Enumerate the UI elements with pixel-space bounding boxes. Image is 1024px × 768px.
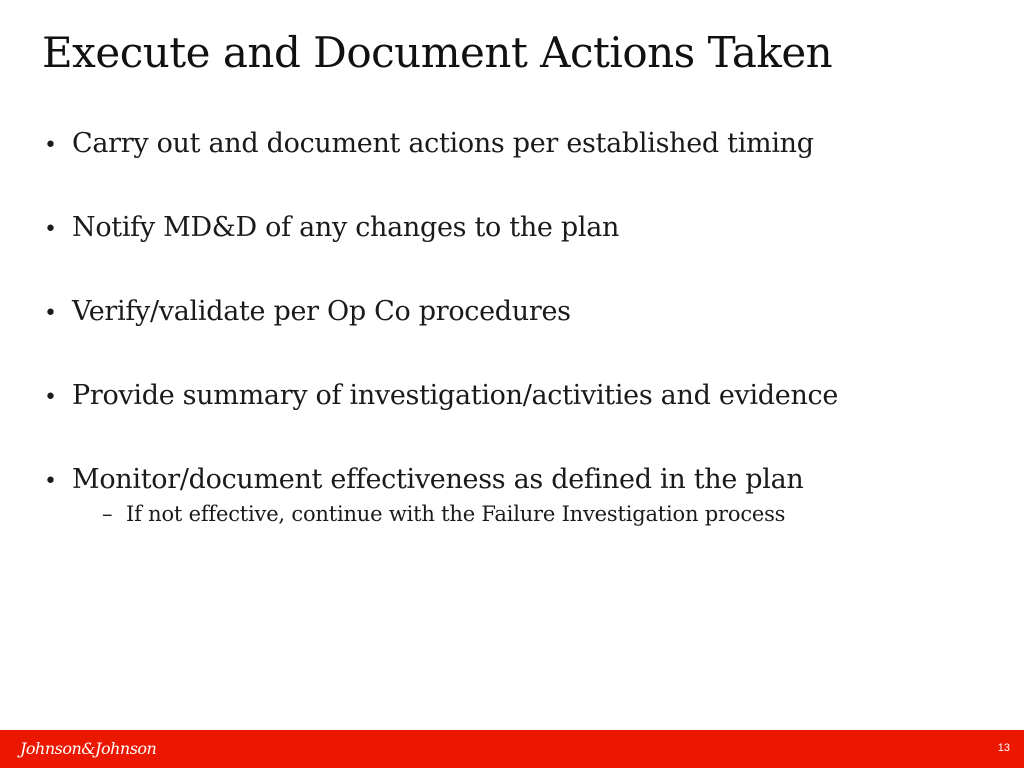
bullet-text: Provide summary of investigation/activities and evidence — [72, 380, 839, 411]
bullet-list — [44, 126, 1004, 528]
bullet-marker: • — [44, 133, 57, 158]
bullet-text: Carry out and document actions per established timing — [72, 128, 814, 159]
company-logo: Johnson&Johnson — [20, 739, 157, 758]
bullet-marker: • — [44, 301, 57, 326]
bullet-marker: • — [44, 385, 57, 410]
bullet-item — [44, 210, 1004, 248]
bullet-item — [44, 378, 1004, 416]
bullet-item — [44, 462, 1004, 500]
sub-bullet-item — [102, 500, 1004, 528]
bullet-marker: • — [44, 469, 57, 494]
slide-title: Execute and Document Actions Taken — [42, 28, 833, 77]
bullet-text: Notify MD&D of any changes to the plan — [72, 212, 620, 243]
bullet-text: Verify/validate per Op Co procedures — [72, 296, 571, 327]
bullet-marker: • — [44, 217, 57, 242]
bullet-item — [44, 294, 1004, 332]
sub-bullet-text: If not effective, continue with the Failure Investigation process — [126, 502, 786, 526]
bullet-item — [44, 126, 1004, 164]
page-number: 13 — [997, 742, 1010, 754]
footer-bar — [0, 730, 1024, 768]
sub-bullet-marker: – — [102, 502, 113, 526]
bullet-text: Monitor/document effectiveness as defined in the plan — [72, 464, 804, 495]
